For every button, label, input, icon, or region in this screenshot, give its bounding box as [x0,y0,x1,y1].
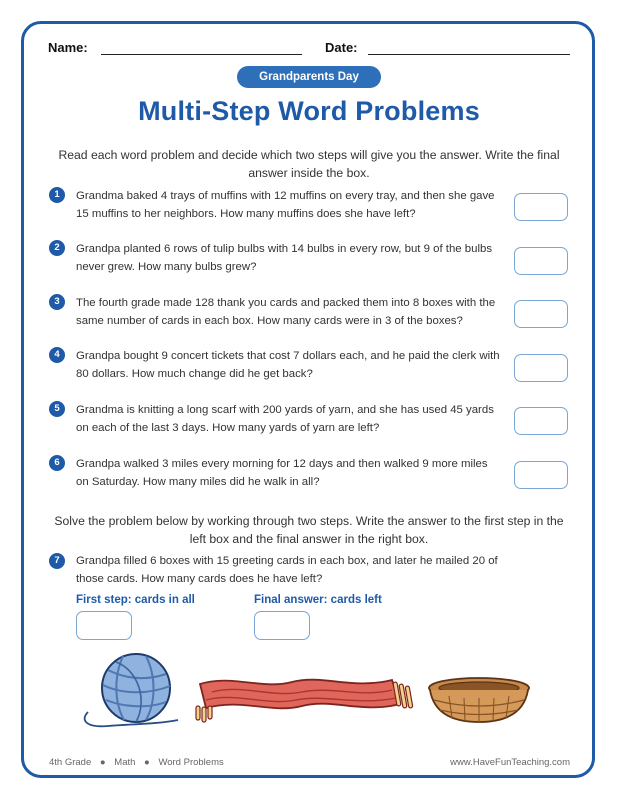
footer-website: www.HaveFunTeaching.com [450,757,570,768]
wicker-basket-icon [424,674,534,726]
footer-breadcrumb [49,757,224,768]
topic-badge: Grandparents Day [237,66,381,88]
date-label: Date: [325,40,358,55]
bullet-icon: ● [99,757,106,768]
problem-text: The fourth grade made 128 thank you cards and packed them into 8 boxes with the same number of cards in each box. How many cards were in 3 of the boxes? [76,297,496,327]
final-answer-label: Final answer: cards left [254,594,382,606]
problem-number: 6 [49,455,65,471]
problem-number: 2 [49,240,65,256]
answer-box[interactable] [514,354,568,382]
problem-text: Grandpa walked 3 miles every morning for 12 days and then walked 9 more miles on Saturday. How many miles did he walk in all? [76,458,488,488]
answer-box[interactable] [514,193,568,221]
answer-box[interactable] [514,300,568,328]
date-line[interactable] [368,54,570,55]
footer-grade: 4th Grade [49,757,92,768]
problem-number: 3 [49,294,65,310]
problem-text: Grandma baked 4 trays of muffins with 12 muffins on every tray, and then she gave 15 muffins to her neighbors. How many muffins does she have left? [76,190,495,220]
yarn-ball-icon [78,650,188,730]
problem-text: Grandpa filled 6 boxes with 15 greeting cards in each box, and later he mailed 20 of those cards. How many cards does he have left? [76,555,498,585]
first-step-box[interactable] [76,611,132,640]
first-step-label: First step: cards in all [76,594,195,606]
problem-number: 4 [49,347,65,363]
problem-number: 1 [49,187,65,203]
problem-number: 7 [49,553,65,569]
footer-subject: Math [114,757,136,768]
footer-topic: Word Problems [158,757,224,768]
answer-box[interactable] [514,461,568,489]
problem-text: Grandma is knitting a long scarf with 200 yards of yarn, and she has used 45 yards on each of the last 3 days. How many yards of yarn are left? [76,404,494,434]
problem-text: Grandpa planted 6 rows of tulip bulbs with 14 bulbs in every row, but 9 of the bulbs never grew. How many bulbs grew? [76,243,493,273]
final-answer-box[interactable] [254,611,310,640]
answer-box[interactable] [514,247,568,275]
instructions-part-2: Solve the problem below by working through two steps. Write the answer to the first step in the left box and the final answer in the right box. [54,514,564,546]
problem-number: 5 [49,401,65,417]
problem-text: Grandpa bought 9 concert tickets that cost 7 dollars each, and he paid the clerk with 80 dollars. How much change did he get back? [76,350,500,380]
knitted-scarf-icon [192,670,422,726]
answer-box[interactable] [514,407,568,435]
name-label: Name: [48,40,88,55]
instructions-part-1: Read each word problem and decide which two steps will give you the answer. Write the final answer inside the box. [58,148,560,180]
page-title: Multi-Step Word Problems [138,96,480,126]
bullet-icon: ● [144,757,150,768]
name-line[interactable] [101,54,302,55]
